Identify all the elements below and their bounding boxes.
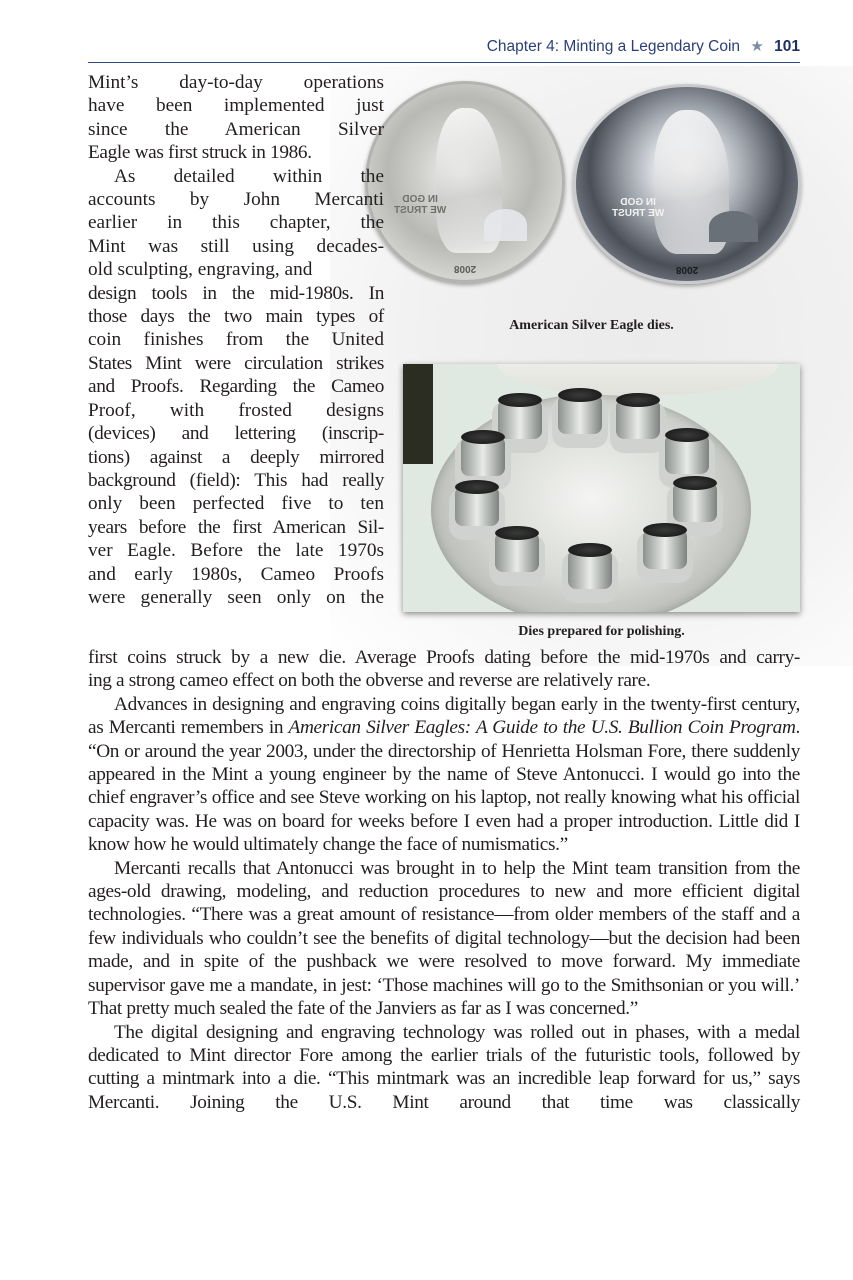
die-icon bbox=[558, 394, 602, 434]
die-icon bbox=[568, 549, 612, 589]
satin-eagle-coin-image bbox=[365, 81, 565, 283]
dies-polishing-photo bbox=[403, 364, 800, 612]
sun-icon bbox=[484, 209, 527, 240]
text-line: background (field): This had really bbox=[88, 469, 384, 491]
figure-caption-eagle-dies: American Silver Eagle dies. bbox=[509, 318, 674, 333]
die-icon bbox=[495, 532, 539, 572]
text-line: States Mint were circulation strikes bbox=[88, 352, 384, 374]
polishing-wheel bbox=[498, 364, 778, 396]
coin-year: 2008 bbox=[453, 263, 477, 274]
text-line: Mint’s day-to-day operations bbox=[88, 72, 384, 93]
sun-icon bbox=[709, 211, 758, 242]
die-icon bbox=[616, 399, 660, 439]
die-icon bbox=[665, 434, 709, 474]
text-line: tions) against a deeply mirrored bbox=[88, 446, 384, 468]
die-icon bbox=[455, 486, 499, 526]
figure-caption-dies-polishing: Dies prepared for polishing. bbox=[518, 624, 685, 639]
star-icon: ★ bbox=[750, 38, 764, 55]
page-number: 101 bbox=[774, 38, 800, 55]
text-line: Mint was still using decades- bbox=[88, 235, 384, 257]
text-line: design tools in the mid-1980s. In bbox=[88, 282, 384, 304]
coin-year: 2008 bbox=[675, 264, 699, 275]
die-icon bbox=[498, 399, 542, 439]
text-line: As detailed within the bbox=[114, 165, 384, 187]
text-line: have been implemented just bbox=[88, 95, 384, 117]
text-line: since the American Silver bbox=[88, 118, 384, 140]
coin-legend: IN GOD WE TRUST bbox=[394, 194, 447, 216]
proof-eagle-coin-image bbox=[573, 84, 801, 284]
paragraph: The digital designing and engraving technology was rolled out in phases, with a medal dedicated to Mint director Fore among the earlier trials of the futuristic tools, followed by cutting a mintmark into a die. “This mintmark was an incredible leap forward for us,” says Mercanti. Joining the U.S. Mint around that time was classically bbox=[88, 1021, 800, 1113]
full-width-text bbox=[88, 646, 800, 1114]
die-icon bbox=[643, 529, 687, 569]
text-line: Proof, with frosted designs bbox=[88, 399, 384, 421]
paragraph: Mercanti recalls that Antonucci was brought in to help the Mint team transition from the ages-old drawing, modeling, and reduction procedures to new and more efficient digital technologies. “There was a great amount of resistance—from older members of the staff and a few individuals who couldn’t see the benefits of digital technology—but the decision had been made, and in spite of the pushback we were resolved to move forward. My immediate supervisor gave me a mandate, in jest: ‘Those machines will go to the Smithsonian or you will.’ That pretty much sealed the fate of the Janviers as far as I was concerned.” bbox=[88, 857, 800, 1020]
text-line: only been perfected five to ten bbox=[88, 493, 384, 515]
coin-legend: IN GOD WE TRUST bbox=[612, 197, 665, 219]
paragraph: first coins struck by a new die. Average Proofs dating before the mid-1970s and carry- ing a strong cameo effect on both the obverse and reverse are relatively rare. bbox=[88, 647, 800, 692]
text-line: Eagle was first struck in 1986. bbox=[88, 142, 312, 164]
text-line: and early 1980s, Cameo Proofs bbox=[88, 563, 384, 585]
text-line: ver Eagle. Before the late 1970s bbox=[88, 540, 384, 562]
text-line: those days the two main types of bbox=[88, 306, 384, 328]
die-icon bbox=[673, 482, 717, 522]
text-line: old sculpting, engraving, and bbox=[88, 259, 313, 281]
book-title: American Silver Eagles: A Guide to the U.S. Bullion Coin Program bbox=[288, 717, 796, 739]
paragraph: Advances in designing and engraving coins digitally began early in the twenty-first century, as Mercanti remembers in American Silver Eagles: A Guide to the U.S. Bullion Coin Program. “On or around the year 2003, under the directorship of Henrietta Holsman Fore, there suddenly appeared in the Mint a young engineer by the name of Steve Antonucci. I would go into the chief engraver’s office and see Steve working on his laptop, not really knowing what his official capacity was. He was on board for weeks before I even had a proper introduction. Little did I know how he would ultimately change the face of numismatics.” bbox=[88, 693, 801, 856]
text-line: and Proofs. Regarding the Cameo bbox=[88, 376, 384, 398]
text-line: years before the first American Sil- bbox=[88, 516, 384, 538]
chapter-title: Chapter 4: Minting a Legendary Coin bbox=[486, 38, 741, 55]
narrow-column-text bbox=[88, 71, 384, 609]
running-head bbox=[88, 36, 800, 63]
text-line: coin finishes from the United bbox=[88, 329, 384, 351]
figure-panel bbox=[330, 66, 853, 666]
text-line: (devices) and lettering (inscrip- bbox=[88, 423, 384, 445]
text-line: earlier in this chapter, the bbox=[88, 212, 384, 234]
text-line: were generally seen only on the bbox=[88, 586, 384, 608]
text-line: accounts by John Mercanti bbox=[88, 189, 384, 211]
die-icon bbox=[461, 436, 505, 476]
